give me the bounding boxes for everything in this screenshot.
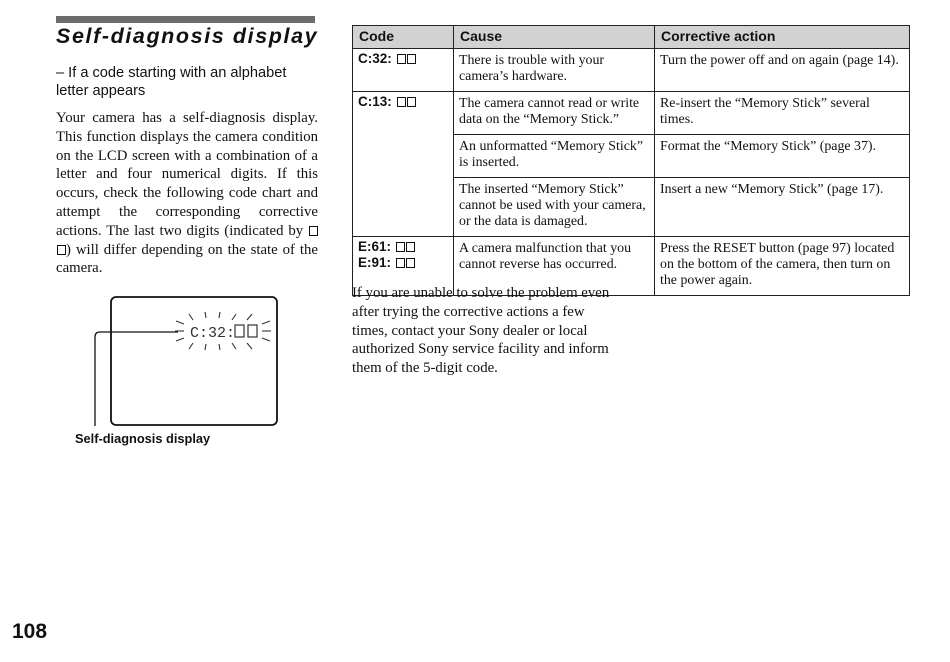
digit-box-icon — [57, 245, 66, 255]
action-cell: Insert a new “Memory Stick” (page 17). — [655, 178, 910, 237]
lcd-screen-outline — [111, 297, 277, 425]
lcd-diagram — [92, 294, 282, 430]
code-cell — [353, 92, 454, 237]
action-cell: Press the RESET button (page 97) located on the bottom of the camera, then turn on the power again. — [655, 237, 910, 296]
lcd-code-text: C:32: — [190, 325, 236, 342]
table-row — [353, 92, 910, 135]
digit-box-icon — [396, 242, 405, 252]
digit-box-icon — [396, 258, 405, 268]
code-text: E:91: — [358, 255, 392, 270]
code-text: E:61: — [358, 239, 392, 254]
lcd-digit-box — [235, 325, 244, 337]
digit-box-icon — [406, 242, 415, 252]
intro-text-part1: Your camera has a self-diagnosis display. This function displays the camera condition on the LCD screen with a combination of a letter and four numerical digits. If this occurs, check the following code chart and attempt the corresponding corrective actions. The last two digits (indicated by — [56, 110, 318, 239]
cause-cell: A camera malfunction that you cannot reverse has occurred. — [454, 237, 655, 296]
digit-box-icon — [407, 54, 416, 64]
header-corrective-action: Corrective action — [655, 26, 910, 49]
digit-box-icon — [406, 258, 415, 268]
intro-paragraph — [56, 109, 318, 278]
page-number: 108 — [12, 620, 48, 643]
action-cell: Re-insert the “Memory Stick” several times. — [655, 92, 910, 135]
subtitle: – If a code starting with an alphabet letter appears — [56, 65, 287, 99]
action-cell: Turn the power off and on again (page 14). — [655, 49, 910, 92]
digit-box-icon — [397, 97, 406, 107]
code-text: C:32: — [358, 51, 392, 66]
figure-caption: Self-diagnosis display — [75, 431, 211, 446]
header-cause: Cause — [454, 26, 655, 49]
header-code: Code — [353, 26, 454, 49]
code-text: C:13: — [358, 94, 392, 109]
cause-cell: There is trouble with your camera’s hardware. — [454, 49, 655, 92]
table-row — [353, 49, 910, 92]
code-cell — [353, 49, 454, 92]
lcd-digit-box — [248, 325, 257, 337]
cause-cell: The inserted “Memory Stick” cannot be used with your camera, or the data is damaged. — [454, 178, 655, 237]
cause-cell: An unformatted “Memory Stick” is inserted. — [454, 135, 655, 178]
table-header-row — [353, 26, 910, 49]
action-cell: Format the “Memory Stick” (page 37). — [655, 135, 910, 178]
cause-cell: The camera cannot read or write data on the “Memory Stick.” — [454, 92, 655, 135]
digit-box-icon — [309, 226, 318, 236]
digit-box-icon — [407, 97, 416, 107]
page-title: Self-diagnosis display — [56, 24, 319, 48]
leader-line — [95, 332, 178, 426]
intro-text-part2: ) will differ depending on the state of the camera. — [56, 241, 318, 277]
contact-paragraph: If you are unable to solve the problem even after trying the corrective actions a few times, contact your Sony dealer or local authorized Sony service facility and inform them of the 5-digit code. — [352, 285, 610, 377]
title-bar — [56, 16, 315, 23]
self-diagnosis-table — [352, 25, 910, 296]
digit-box-icon — [397, 54, 406, 64]
